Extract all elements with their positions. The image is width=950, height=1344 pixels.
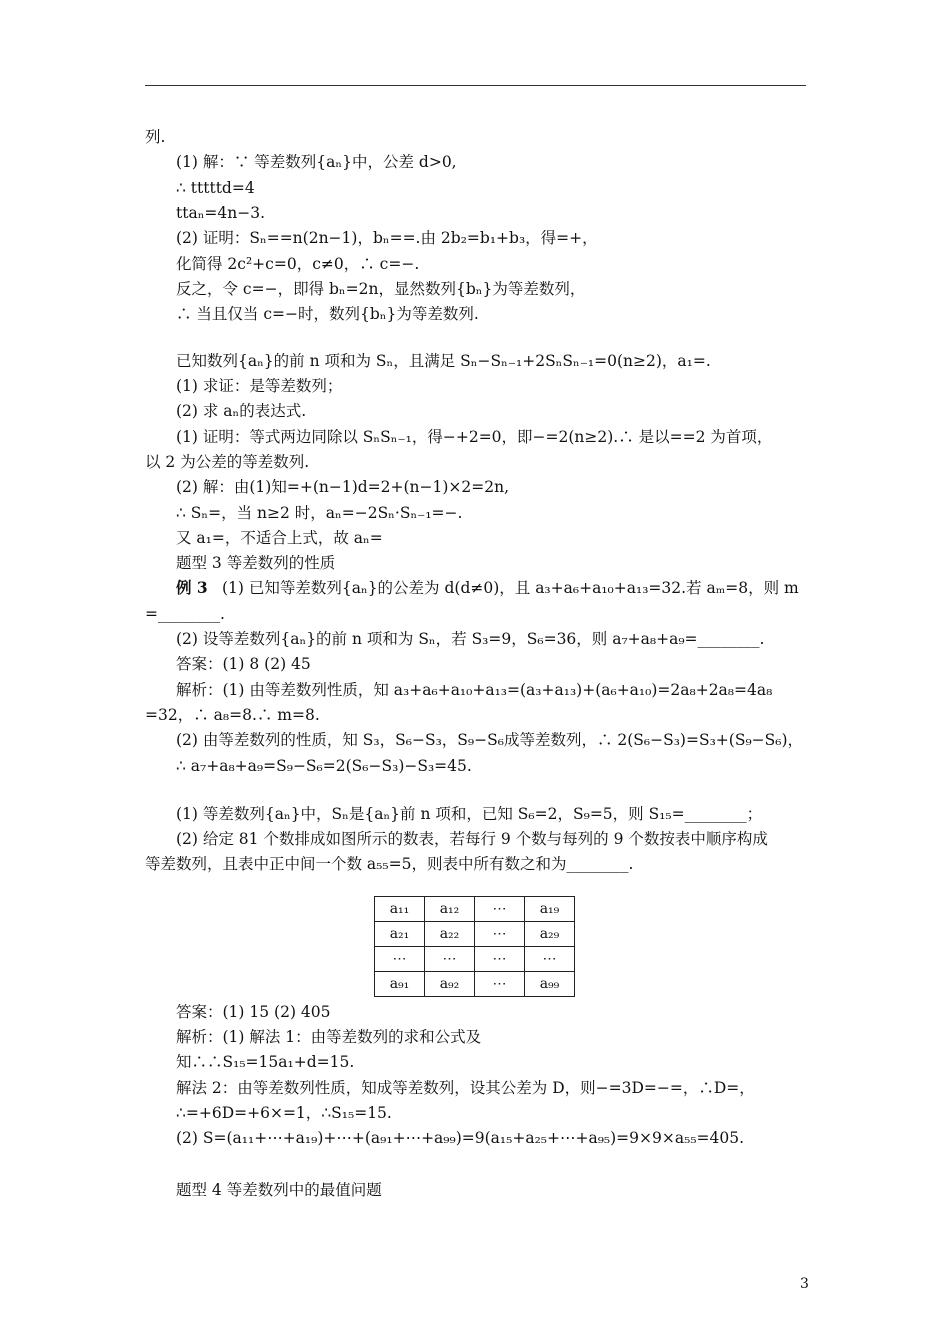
text-line: 又 a₁=，不适合上式，故 aₙ= [176, 529, 383, 547]
text-line: 以 2 为公差的等差数列. [145, 453, 310, 471]
text-line: (1) 证明：等式两边同除以 SₙSₙ₋₁，得−+2=0，即−=2(n≥2).∴ 是以==2 为首项， [176, 428, 773, 446]
table-cell: ⋯ [475, 972, 525, 997]
text-line: 化简得 2c²+c=0，c≠0，∴ c=−. [176, 255, 420, 273]
text-line: =________. [145, 605, 225, 623]
table-cell: a₉₂ [425, 972, 475, 997]
text-line: 解法 2：由等差数列性质，知成等差数列，设其公差为 D，则−=3D=−=，∴D=， [176, 1079, 755, 1097]
table-cell: a₉₁ [375, 972, 425, 997]
table-cell: a₁₂ [425, 897, 475, 922]
table-cell: ⋯ [475, 922, 525, 947]
table-cell: ⋯ [475, 947, 525, 972]
text-line: (2) 求 aₙ的表达式. [176, 402, 307, 420]
table-cell: a₁₉ [525, 897, 575, 922]
table-row [375, 897, 575, 922]
text-line: 解析：(1) 由等差数列性质，知 a₃+a₆+a₁₀+a₁₃=(a₃+a₁₃)+(a₆+a₁₀)=2a₈+2a₈=4a₈ [176, 681, 773, 699]
table-cell: ⋯ [525, 947, 575, 972]
text-line: ttaₙ=4n−3. [176, 204, 266, 222]
text-line: 列. [145, 128, 166, 146]
text-line: ∴ 当且仅当 c=−时，数列{bₙ}为等差数列. [176, 305, 479, 323]
text-line: (2) S=(a₁₁+⋯+a₁₉)+⋯+(a₉₁+⋯+a₉₉)=9(a₁₅+a₂₅+⋯+a₉₅)=9×9×a₅₅=405. [176, 1129, 745, 1147]
table-cell: ⋯ [475, 897, 525, 922]
table-row [375, 972, 575, 997]
text-line: (2) 设等差数列{aₙ}的前 n 项和为 Sₙ，若 S₃=9，S₆=36，则 a₇+a₈+a₉=________. [176, 630, 765, 648]
number-table [374, 896, 575, 997]
table-cell: a₂₂ [425, 922, 475, 947]
table-cell: a₂₉ [525, 922, 575, 947]
text-line: (2) 证明：Sₙ==n(2n−1)，bₙ==.由 2b₂=b₁+b₃，得=+， [176, 229, 598, 247]
text-line: (1) 已知等差数列{aₙ}的公差为 d(d≠0)，且 a₃+a₆+a₁₀+a₁₃=32.若 aₘ=8，则 m [222, 579, 799, 597]
text-line: (1) 等差数列{aₙ}中，Sₙ是{aₙ}前 n 项和，已知 S₆=2，S₉=5，则 S₁₅=________； [176, 805, 763, 823]
table-cell: a₂₁ [375, 922, 425, 947]
table-cell: a₁₁ [375, 897, 425, 922]
answer-line: 答案：(1) 8 (2) 45 [176, 655, 311, 673]
page-number: 3 [800, 1276, 809, 1292]
table-row [375, 947, 575, 972]
table-row [375, 922, 575, 947]
text-line: ∴=+6D=+6×=1，∴S₁₅=15. [176, 1104, 392, 1122]
text-line: (2) 解：由(1)知=+(n−1)d=2+(n−1)×2=2n, [176, 478, 510, 496]
table-cell: a₉₉ [525, 972, 575, 997]
text-line: ∴ a₇+a₈+a₉=S₉−S₆=2(S₆−S₃)−S₃=45. [176, 757, 472, 775]
text-line: (2) 给定 81 个数排成如图所示的数表，若每行 9 个数与每列的 9 个数按表中顺序构成 [176, 830, 768, 848]
text-line: =32，∴ a₈=8.∴ m=8. [145, 706, 320, 724]
text-line: (1) 解：∵ 等差数列{aₙ}中，公差 d>0, [176, 153, 457, 171]
answer-line: 答案：(1) 15 (2) 405 [176, 1003, 331, 1021]
header-rule [145, 85, 806, 86]
text-line: (2) 由等差数列的性质，知 S₃，S₆−S₃，S₉−S₆成等差数列，∴ 2(S₆−S₃)=S₃+(S₉−S₆)， [176, 731, 804, 749]
text-line: (1) 求证：是等差数列； [176, 377, 343, 395]
section-heading: 题型 4 等差数列中的最值问题 [176, 1181, 382, 1199]
text-line: 解析：(1) 解法 1：由等差数列的求和公式及 [176, 1028, 482, 1046]
text-line: 已知数列{aₙ}的前 n 项和为 Sₙ，且满足 Sₙ−Sₙ₋₁+2SₙSₙ₋₁=0(n≥2)，a₁=. [176, 352, 711, 370]
text-line: 等差数列，且表中正中间一个数 a₅₅=5，则表中所有数之和为________. [145, 855, 634, 873]
table-cell: ⋯ [425, 947, 475, 972]
example-label: 例 3 [176, 578, 208, 597]
text-line: ∴ Sₙ=，当 n≥2 时，aₙ=−2Sₙ·Sₙ₋₁=−. [176, 504, 463, 522]
text-line: 反之，令 c=−，即得 bₙ=2n，显然数列{bₙ}为等差数列， [176, 280, 586, 298]
text-line: 知∴∴S₁₅=15a₁+d=15. [176, 1053, 355, 1071]
section-heading: 题型 3 等差数列的性质 [176, 554, 336, 572]
text-line: ∴ tttttd=4 [176, 179, 255, 197]
table-cell: ⋯ [375, 947, 425, 972]
